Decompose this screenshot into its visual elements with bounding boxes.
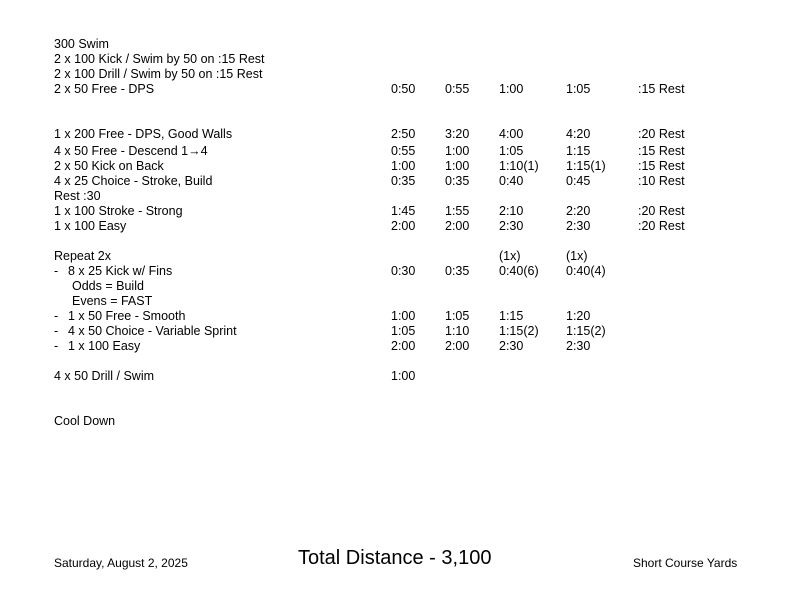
interval-lane-1: 2:00 [391, 339, 416, 353]
interval-lane-4: 2:30 [566, 219, 591, 233]
set-label: 4 x 50 Drill / Swim [54, 369, 155, 383]
workout-row [0, 174, 792, 189]
bullet-dash: - [54, 264, 59, 278]
interval-lane-4: 0:45 [566, 174, 591, 188]
interval-lane-4: 2:30 [566, 339, 591, 353]
bullet-dash: - [54, 309, 59, 323]
set-label: 2 x 50 Free - DPS [54, 82, 155, 96]
interval-lane-1: 2:00 [391, 219, 416, 233]
interval-lane-2: 2:00 [445, 219, 470, 233]
interval-lane-4: 1:15(1) [566, 159, 606, 173]
rest-value: :15 Rest [638, 82, 685, 96]
interval-lane-2: 1:00 [445, 159, 470, 173]
workout-row [0, 204, 792, 219]
interval-lane-4: 1:05 [566, 82, 591, 96]
rest-value: :15 Rest [638, 159, 685, 173]
interval-lane-1: 1:45 [391, 204, 416, 218]
workout-row [0, 324, 792, 339]
interval-lane-1: 1:05 [391, 324, 416, 338]
interval-lane-1: 0:30 [391, 264, 416, 278]
set-note: Evens = FAST [72, 294, 153, 308]
interval-lane-3: (1x) [499, 249, 521, 263]
interval-lane-3: 0:40(6) [499, 264, 539, 278]
interval-lane-3: 1:10(1) [499, 159, 539, 173]
workout-row [0, 127, 792, 142]
rest-value: :15 Rest [638, 144, 685, 158]
set-label: 4 x 25 Choice - Stroke, Build [54, 174, 213, 188]
interval-lane-3: 1:15 [499, 309, 524, 323]
interval-lane-3: 2:10 [499, 204, 524, 218]
interval-lane-1: 0:55 [391, 144, 416, 158]
footer-date: Saturday, August 2, 2025 [54, 556, 188, 570]
interval-lane-3: 2:30 [499, 339, 524, 353]
workout-row [0, 279, 792, 294]
workout-row [0, 339, 792, 354]
set-label: 2 x 50 Kick on Back [54, 159, 164, 173]
set-label: 1 x 100 Easy [68, 339, 141, 353]
total-distance: Total Distance - 3,100 [298, 547, 492, 569]
interval-lane-2: 1:55 [445, 204, 470, 218]
interval-lane-4: 1:15 [566, 144, 591, 158]
interval-lane-2: 0:55 [445, 82, 470, 96]
interval-lane-4: 0:40(4) [566, 264, 606, 278]
workout-row [0, 67, 792, 82]
interval-lane-2: 1:10 [445, 324, 470, 338]
set-label: 2 x 100 Drill / Swim by 50 on :15 Rest [54, 67, 263, 81]
set-label: 1 x 200 Free - DPS, Good Walls [54, 127, 233, 141]
workout-row [0, 249, 792, 264]
interval-lane-4: 2:20 [566, 204, 591, 218]
course-type: Short Course Yards [633, 556, 738, 570]
workout-row [0, 189, 792, 204]
interval-lane-3: 4:00 [499, 127, 524, 141]
workout-row [0, 144, 792, 159]
set-label: 2 x 100 Kick / Swim by 50 on :15 Rest [54, 52, 265, 66]
rest-value: :20 Rest [638, 204, 685, 218]
set-label: 1 x 100 Easy [54, 219, 127, 233]
interval-lane-3: 2:30 [499, 219, 524, 233]
set-label: Repeat 2x [54, 249, 111, 263]
bullet-dash: - [54, 339, 59, 353]
workout-row [0, 82, 792, 97]
set-label: 1 x 50 Free - Smooth [68, 309, 186, 323]
interval-lane-2: 0:35 [445, 174, 470, 188]
bullet-dash: - [54, 324, 59, 338]
rest-value: :20 Rest [638, 127, 685, 141]
interval-lane-2: 2:00 [445, 339, 470, 353]
interval-lane-4: 1:20 [566, 309, 591, 323]
interval-lane-2: 1:05 [445, 309, 470, 323]
interval-lane-2: 3:20 [445, 127, 470, 141]
interval-lane-1: 1:00 [391, 369, 416, 383]
rest-value: :10 Rest [638, 174, 685, 188]
workout-row [0, 37, 792, 52]
workout-row [0, 369, 792, 384]
interval-lane-1: 0:50 [391, 82, 416, 96]
set-label: 1 x 100 Stroke - Strong [54, 204, 183, 218]
interval-lane-4: 4:20 [566, 127, 591, 141]
set-label: 300 Swim [54, 37, 109, 51]
interval-lane-4: (1x) [566, 249, 588, 263]
workout-row [0, 52, 792, 67]
workout-row [0, 294, 792, 309]
set-label: 4 x 50 Free - Descend 1→4 [54, 144, 208, 158]
rest-value: :20 Rest [638, 219, 685, 233]
interval-lane-3: 1:05 [499, 144, 524, 158]
workout-row [0, 264, 792, 279]
workout-row [0, 309, 792, 324]
interval-lane-3: 1:15(2) [499, 324, 539, 338]
set-label: Rest :30 [54, 189, 101, 203]
interval-lane-2: 0:35 [445, 264, 470, 278]
workout-row [0, 159, 792, 174]
workout-row [0, 219, 792, 234]
interval-lane-4: 1:15(2) [566, 324, 606, 338]
set-note: Odds = Build [72, 279, 144, 293]
interval-lane-3: 1:00 [499, 82, 524, 96]
workout-row [0, 414, 792, 429]
interval-lane-1: 1:00 [391, 159, 416, 173]
set-label: 4 x 50 Choice - Variable Sprint [68, 324, 237, 338]
interval-lane-1: 0:35 [391, 174, 416, 188]
interval-lane-2: 1:00 [445, 144, 470, 158]
interval-lane-1: 2:50 [391, 127, 416, 141]
interval-lane-1: 1:00 [391, 309, 416, 323]
interval-lane-3: 0:40 [499, 174, 524, 188]
set-label: 8 x 25 Kick w/ Fins [68, 264, 173, 278]
set-label: Cool Down [54, 414, 116, 428]
